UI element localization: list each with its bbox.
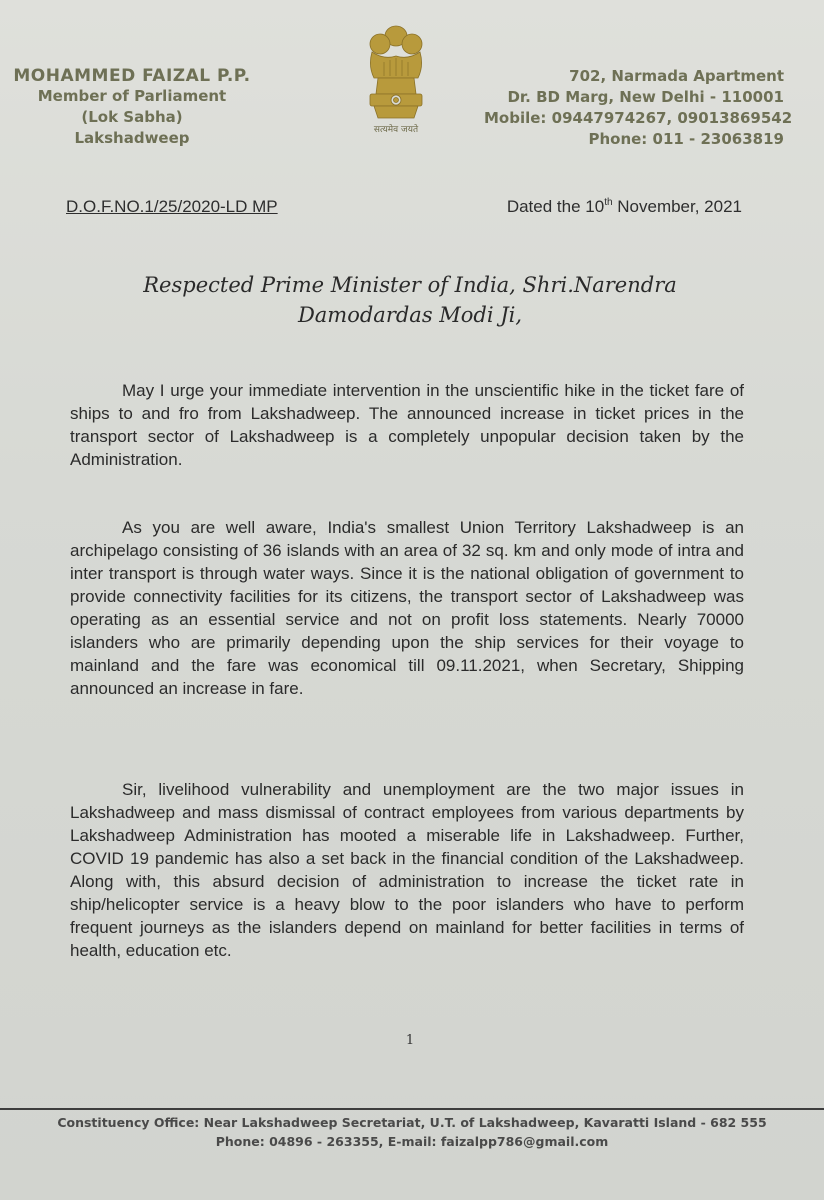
address-line-2: Dr. BD Marg, New Delhi - 110001 (507, 88, 784, 106)
mobile-number: Mobile: 09447974267, 09013869542 (484, 109, 793, 127)
salutation (70, 270, 750, 330)
address-block (484, 66, 793, 150)
date-ordinal-suffix: th (604, 197, 613, 208)
body-paragraph-1: May I urge your immediate intervention in the unscientific hike in the ticket fare of ships to and fro from Lakshadweep. The announced increase in ticket prices in the transport sector of Lakshadweep is a completely unpopular decision taken by the Administration. (70, 381, 744, 469)
sender-constituency: Lakshadweep (74, 129, 190, 147)
body-paragraph-3: Sir, livelihood vulnerability and unemployment are the two major issues in Lakshadweep and mass dismissal of contract employees from various departments by Lakshadweep Administration has mooted a miserable life in Lakshadweep. Further, COVID 19 pandemic has also a set back in the financial condition of the Lakshadweep. Along with, this absurd decision of administration to increase the ticket rate in ship/helicopter service is a heavy blow to the poor islanders who have to perform frequent journeys as the islanders depend on mainland for better facilities in terms of health, education etc. (70, 780, 744, 960)
footer-contact: Phone: 04896 - 263355, E-mail: faizalpp786@gmail.com (215, 1134, 609, 1149)
footer-office-address: Constituency Office: Near Lakshadweep Secretariat, U.T. of Lakshadweep, Kavaratti Island - 682 555 (57, 1115, 767, 1130)
date-prefix: Dated the 10 (506, 197, 605, 216)
sender-house: (Lok Sabha) (81, 108, 183, 126)
address-line-1: 702, Narmada Apartment (569, 67, 784, 85)
sender-title: Member of Parliament (37, 87, 227, 105)
phone-number: Phone: 011 - 23063819 (588, 130, 784, 148)
salutation-line-2: Damodardas Modi Ji, (297, 303, 523, 327)
letter-date (507, 197, 742, 217)
reference-number: D.O.F.NO.1/25/2020-LD MP (66, 197, 278, 216)
sender-name: MOHAMMED FAIZAL P.P. (13, 66, 251, 86)
footer-divider (0, 1108, 824, 1110)
national-emblem-icon (358, 22, 434, 138)
date-rest: November, 2021 (612, 197, 742, 216)
body-paragraph-2: As you are well aware, India's smallest Union Territory Lakshadweep is an archipelago consisting of 36 islands with an area of 32 sq. km and only mode of intra and inter transport is through water ways. Since it is the national obligation of government to provide connectivity facilities for its citizens, the transport sector of Lakshadweep was operating as an essential service and not on profit loss statements. Nearly 70000 islanders who are primarily depending upon the ship services for their voyage to mainland and the fare was economical till 09.11.2021, when Secretary, Shipping announced an increase in fare. (70, 518, 744, 698)
footer (30, 1113, 794, 1151)
emblem-motto: सत्यमेव जयते (373, 125, 419, 135)
salutation-line-1: Respected Prime Minister of India, Shri.Narendra (143, 273, 677, 297)
page-number: 1 (405, 1033, 415, 1048)
sender-block (12, 66, 252, 149)
